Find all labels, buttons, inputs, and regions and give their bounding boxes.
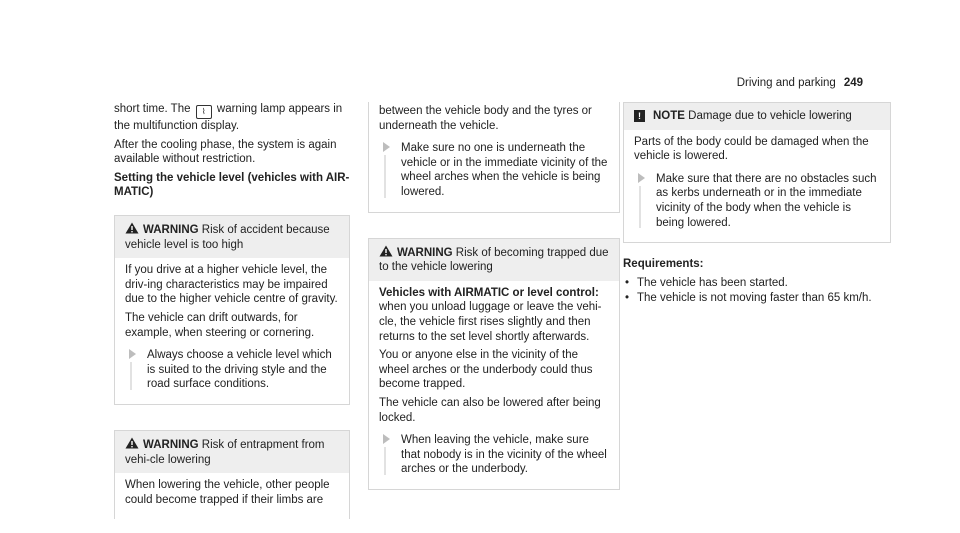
section-heading: Setting the vehicle level (vehicles with AIR-MATIC) [114,171,350,199]
step-arrow-icon [638,173,645,183]
instruction-step: Always choose a vehicle level which is suited to the driving style and the road surface conditions. [125,348,339,392]
warning-header [115,431,349,473]
step-arrow-icon [129,349,136,359]
warning-header [115,216,349,258]
condition-heading: Vehicles with AIRMATIC or level control: [379,286,599,299]
warning-box-entrapment [114,430,350,519]
column-2 [368,102,620,504]
column-1 [114,102,350,533]
requirements-list [623,276,891,306]
note-text: Parts of the body could be damaged when the vehicle is lowered. [634,135,869,163]
list-item: • The vehicle is not moving faster than 65 km/h. [625,292,872,305]
note-label: NOTE [653,110,685,122]
warning-triangle-icon [379,245,393,257]
after-cooling-paragraph: After the cooling phase, the system is again available without restriction. [114,138,337,166]
note-box [623,102,891,243]
warning-text: The vehicle can also be lowered after being locked. [379,396,601,424]
step-arrow-icon [383,142,390,152]
warning-title: Risk of entrapment from vehi-cle lowering [125,438,325,466]
list-item: • The vehicle has been started. [625,276,788,289]
instruction-step: Make sure no one is underneath the vehicle or in the immediate vicinity of the wheel arches when the vehicle is being lowered. [379,141,609,199]
warning-continuation-box [368,102,620,213]
notice-icon: ! [634,110,645,122]
warning-text: You or anyone else in the vicinity of the wheel arches or the underbody could thus become trapped. [379,349,593,391]
instruction-step: Make sure that there are no obstacles such as kerbs underneath or in the immediate vicinity of the body when the vehicle is being lowered. [634,172,880,230]
warning-triangle-icon [125,222,139,234]
warning-text: when you unload luggage or leave the vehi-cle, the vehicle first rises slightly and then returns to the set level shortly afterwards. [379,301,602,343]
note-header [624,103,890,130]
warning-box-trapped [368,238,620,490]
instruction-step: When leaving the vehicle, make sure that nobody is in the vicinity of the wheel arches or the underbody. [379,433,609,477]
warning-text: The vehicle can drift outwards, for example, when steering or cornering. [125,311,315,339]
note-title: Damage due to vehicle lowering [688,110,852,122]
warning-title: Risk of becoming trapped due to the vehicle lowering [379,246,609,274]
warning-box-accident [114,215,350,405]
warning-text: When lowering the vehicle, other people could become trapped if their limbs are [125,479,330,506]
page-header [737,77,863,89]
column-3 [623,102,891,307]
warning-triangle-icon [125,437,139,449]
section-title: Driving and parking [736,77,836,89]
warning-lamp-icon: ⌇ [196,105,212,119]
warning-text: If you drive at a higher vehicle level, the driv-ing characteristics may be impaired due to the higher vehicle centre of gravity. [125,264,338,306]
requirements-heading: Requirements: [623,258,704,271]
warning-label: WARNING [143,223,199,236]
warning-title: Risk of accident because vehicle level is too high [125,223,330,251]
bullet-icon: • [625,292,630,305]
warning-text: between the vehicle body and the tyres or underneath the vehicle. [379,105,592,132]
warning-label: WARNING [397,246,453,259]
warning-header [369,239,619,281]
step-arrow-icon [383,434,390,444]
bullet-icon: • [625,276,630,289]
intro-paragraph: short time. The ⌇ warning lamp appears in the multifunction display. [114,103,343,132]
warning-label: WARNING [143,438,199,451]
page-number: 249 [843,77,863,89]
